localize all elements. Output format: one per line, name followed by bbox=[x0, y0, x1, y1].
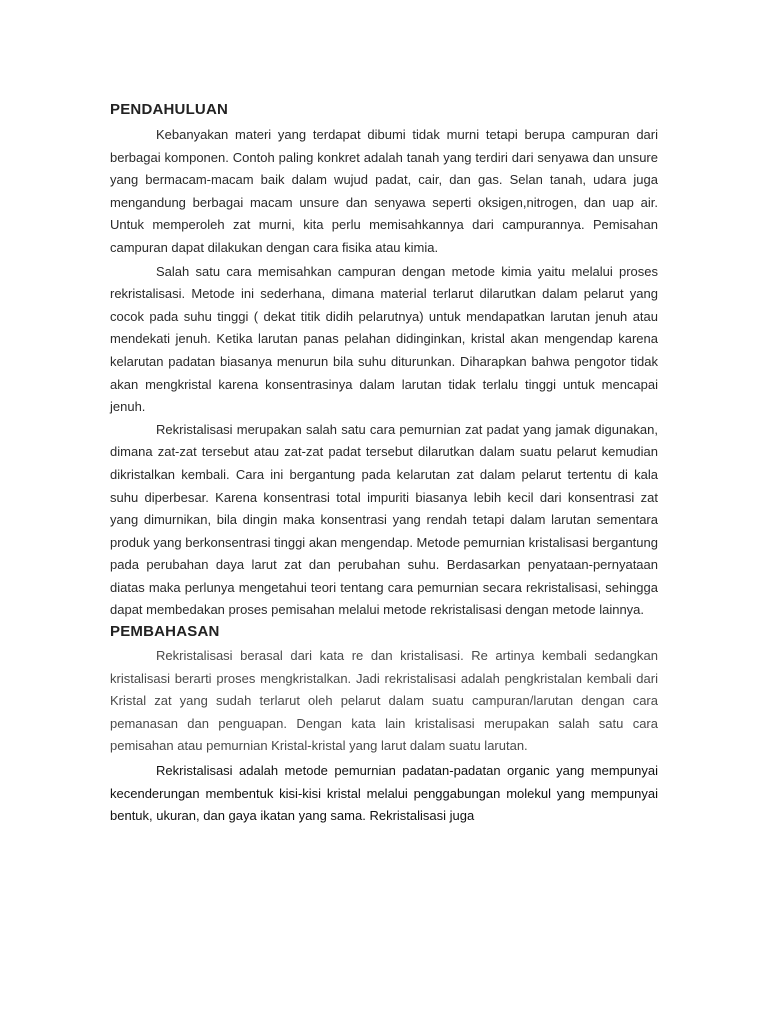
paragraph-pendahuluan-3: Rekristalisasi merupakan salah satu cara pemurnian zat padat yang jamak digunakan, dimana zat-zat tersebut atau zat-zat padat tersebut dilarutkan dalam suatu pelarut kemudian dikristalkan kembali. Cara ini bergantung pada kelarutan zat dalam pelarut tertentu di kala suhu diperbesar. Karena konsentrasi total impuriti biasanya lebih kecil dari konsentrasi zat yang dimurnikan, bila dingin maka konsentrasi yang rendah tetapi dalam larutan sementara produk yang berkonsentrasi tinggi akan mengendap. Metode pemurnian kristalisasi bergantung pada perubahan daya larut zat dan perubahan suhu. Berdasarkan penyataan-pernyataan diatas maka perlunya mengetahui teori tentang cara pemurnian secara rekristalisasi, sehingga dapat membedakan proses pemisahan melalui metode rekristalisasi dengan metode lainnya. bbox=[110, 421, 658, 618]
paragraph-pembahasan-2: Rekristalisasi adalah metode pemurnian padatan-padatan organic yang mempunyai kecenderungan membentuk kisi-kisi kristal melalui penggabungan molekul yang mempunyai bentuk, ukuran, dan gaya ikatan yang sama. Rekristalisasi juga bbox=[110, 763, 658, 824]
paragraph-pendahuluan-2: Salah satu cara memisahkan campuran dengan metode kimia yaitu melalui proses rekristalisasi. Metode ini sederhana, dimana material terlarut dilarutkan dalam pelarut yang cocok pada suhu tinggi ( dekat titik didih pelarutnya) untuk mendapatkan larutan jenuh atau mendekati jenuh. Ketika larutan panas pelahan didinginkan, kristal akan mengendap karena kelarutan padatan biasanya menurun bila suhu diturunkan. Diharapkan bahwa pengotor tidak akan mengkristal karena konsentrasinya dalam larutan tidak terlalu tinggi untuk mencapai jenuh. bbox=[110, 263, 658, 415]
paragraph-pembahasan-1: Rekristalisasi berasal dari kata re dan kristalisasi. Re artinya kembali sedangkan kristalisasi berarti proses mengkristalkan. Jadi rekristalisasi adalah pengkristalan kembali dari Kristal zat yang sudah terlarut oleh pelarut dalam suatu campuran/larutan dengan cara pemanasan dan penguapan. Dengan kata lain kristalisasi merupakan salah satu cara pemisahan atau pemurnian Kristal-kristal yang larut dalam suatu larutan. bbox=[110, 648, 658, 754]
section-heading-pembahasan: PEMBAHASAN bbox=[110, 623, 220, 641]
document-page bbox=[110, 100, 658, 828]
paragraph-pendahuluan-1: Kebanyakan materi yang terdapat dibumi tidak murni tetapi berupa campuran dari berbagai komponen. Contoh paling konkret adalah tanah yang terdiri dari senyawa dan unsure yang bermacam-macam baik dalam wujud padat, cair, dan gas. Selan tanah, udara juga mengandung berbagai macam unsure dan senyawa seperti oksigen,nitrogen, dan uap air. Untuk memperoleh zat murni, kita perlu memisahkannya dari campurannya. Pemisahan campuran dapat dilakukan dengan cara fisika atau kimia. bbox=[110, 127, 658, 255]
section-heading-pendahuluan: PENDAHULUAN bbox=[110, 101, 229, 118]
